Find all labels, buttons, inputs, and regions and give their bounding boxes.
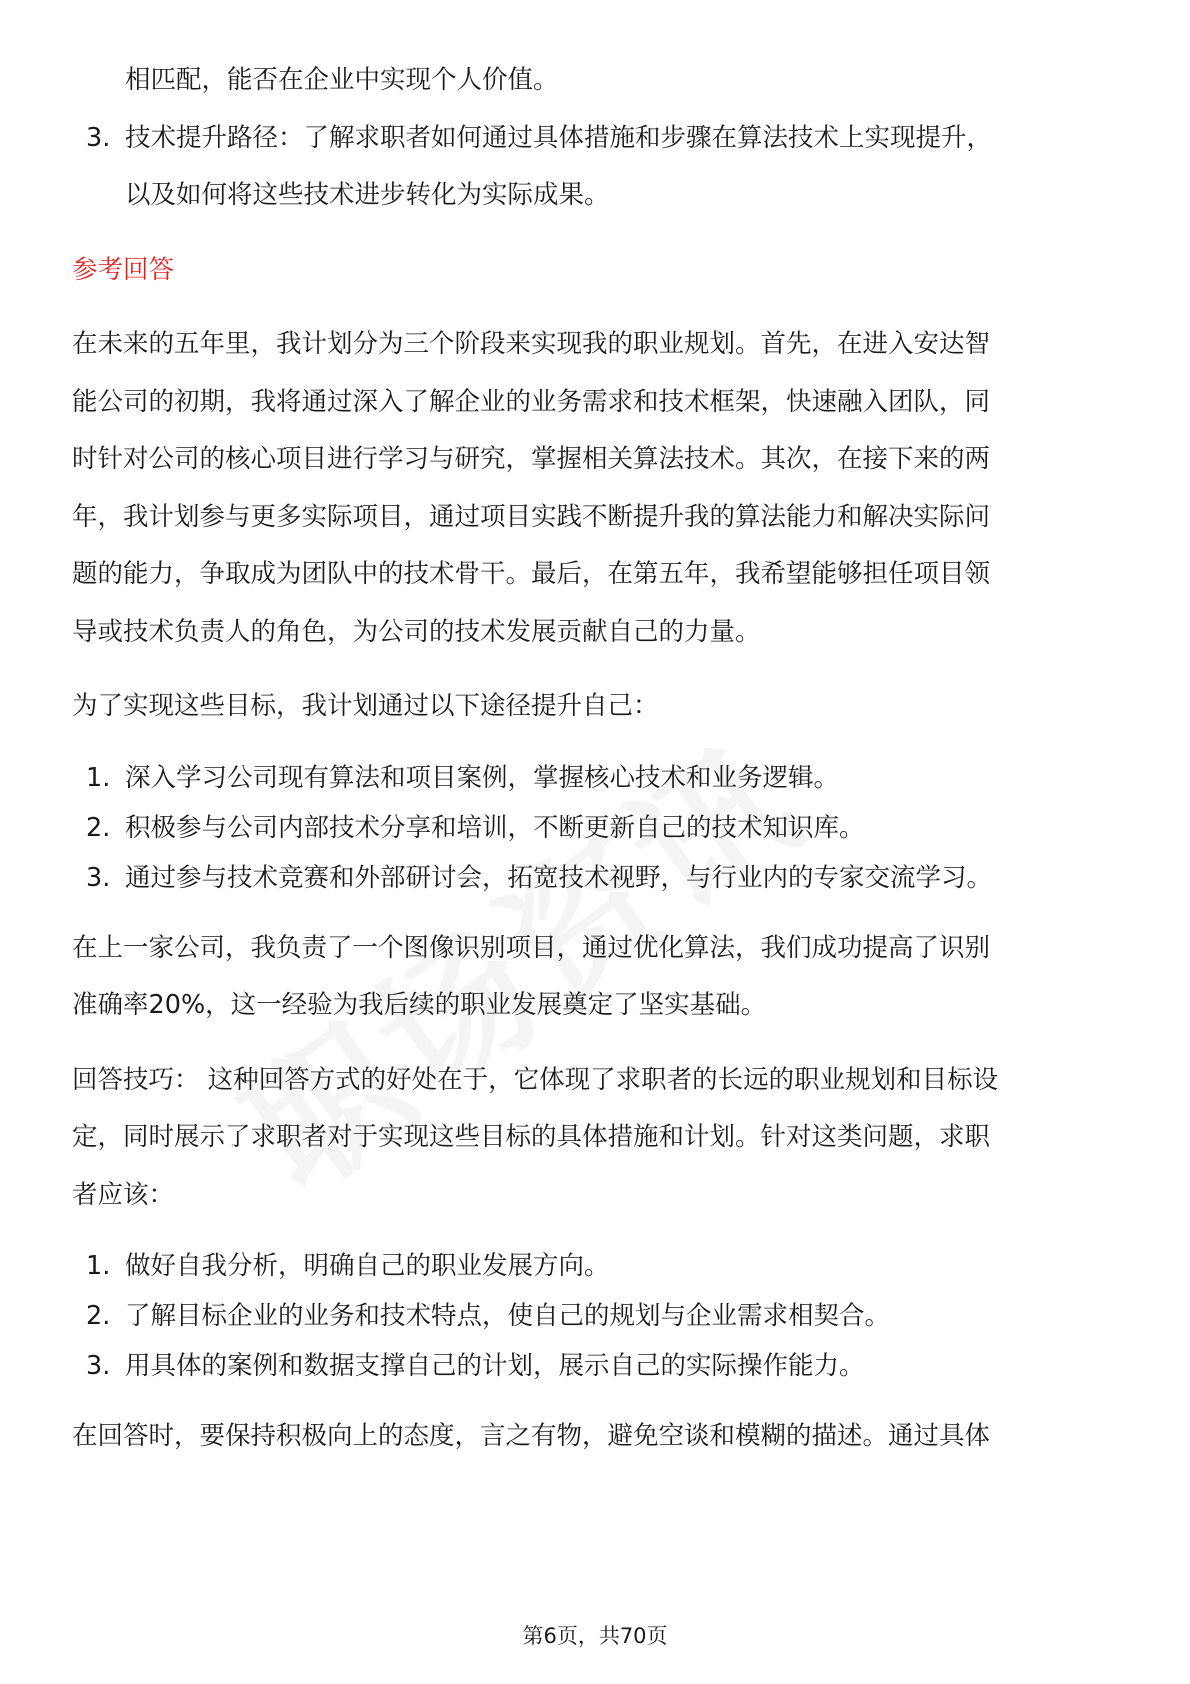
list-item-text: 深入学习公司现有算法和项目案例，掌握核心技术和业务逻辑。	[125, 762, 840, 793]
list-number: 1.	[86, 762, 111, 793]
paragraph-line: 者应该：	[72, 1179, 175, 1210]
list-item	[72, 110, 1120, 225]
list-item-text: 积极参与公司内部技术分享和培训，不断更新自己的技术知识库。	[125, 812, 865, 843]
paragraph-line: 时针对公司的核心项目进行学习与研究，掌握相关算法技术。其次，在接下来的两	[72, 444, 991, 474]
list-number: 3.	[86, 862, 111, 893]
paragraph-intro: 为了实现这些目标，我计划通过以下途径提升自己：	[72, 691, 659, 721]
list-item-text: 通过参与技术竞赛和外部研讨会，拓宽技术视野，与行业内的专家交流学习。	[125, 862, 993, 893]
list-item-text-line: 技术提升路径：了解求职者如何通过具体措施和步骤在算法技术上实现提升，	[125, 122, 993, 153]
paragraph-line: 能公司的初期，我将通过深入了解企业的业务需求和技术框架，快速融入团队，同	[72, 386, 991, 417]
paragraph-line: 定，同时展示了求职者对于实现这些目标的具体措施和计划。针对这类问题，求职	[72, 1122, 991, 1152]
paragraph-line: 在未来的五年里，我计划分为三个阶段来实现我的职业规划。首先，在进入安达智	[72, 329, 991, 359]
paragraph-line: 题的能力，争取成为团队中的技术骨干。最后，在第五年，我希望能够担任项目领	[72, 559, 991, 589]
paragraph-line: 在上一家公司，我负责了一个图像识别项目，通过优化算法，我们成功提高了识别	[72, 932, 991, 963]
list-item	[72, 1341, 1120, 1391]
tips-list	[72, 1241, 1120, 1391]
list-item-text: 了解目标企业的业务和技术特点，使自己的规划与企业需求相契合。	[125, 1301, 891, 1331]
paragraph-line: 准确率20%，这一经验为我后续的职业发展奠定了坚实基础。	[72, 990, 767, 1020]
list-item-text: 用具体的案例和数据支撑自己的计划，展示自己的实际操作能力。	[125, 1351, 865, 1381]
list-number: 2.	[86, 1301, 111, 1331]
list-number: 3.	[86, 1351, 111, 1381]
list-item	[72, 803, 1120, 853]
section-heading: 参考回答	[72, 254, 175, 285]
list-item-continuation: 相匹配，能否在企业中实现个人价值。	[125, 65, 559, 95]
list-number: 1.	[86, 1251, 111, 1281]
list-item	[72, 1241, 1120, 1291]
paragraph-line: 回答技巧： 这种回答方式的好处在于，它体现了求职者的长远的职业规划和目标设	[72, 1064, 999, 1095]
paragraph-plan	[72, 316, 1120, 661]
list-item	[72, 1291, 1120, 1341]
page-content	[72, 52, 1120, 1466]
paragraph-tips	[72, 1052, 1120, 1225]
paragraph-experience	[72, 920, 1120, 1035]
list-item-text-line: 以及如何将这些技术进步转化为实际成果。	[125, 180, 610, 210]
list-item	[72, 853, 1120, 903]
paragraph-closing: 在回答时，要保持积极向上的态度，言之有物，避免空谈和模糊的描述。通过具体	[72, 1421, 991, 1451]
list-item-text: 做好自我分析，明确自己的职业发展方向。	[125, 1251, 610, 1281]
improvement-list	[72, 753, 1120, 903]
list-number: 3.	[86, 122, 111, 153]
list-number: 2.	[86, 812, 111, 843]
paragraph-line: 导或技术负责人的角色，为公司的技术发展贡献自己的力量。	[72, 616, 761, 647]
page-number-footer: 第6页，共70页	[522, 1624, 668, 1648]
paragraph-line: 年，我计划参与更多实际项目，通过项目实践不断提升我的算法能力和解决实际问	[72, 501, 991, 532]
list-item	[72, 753, 1120, 803]
